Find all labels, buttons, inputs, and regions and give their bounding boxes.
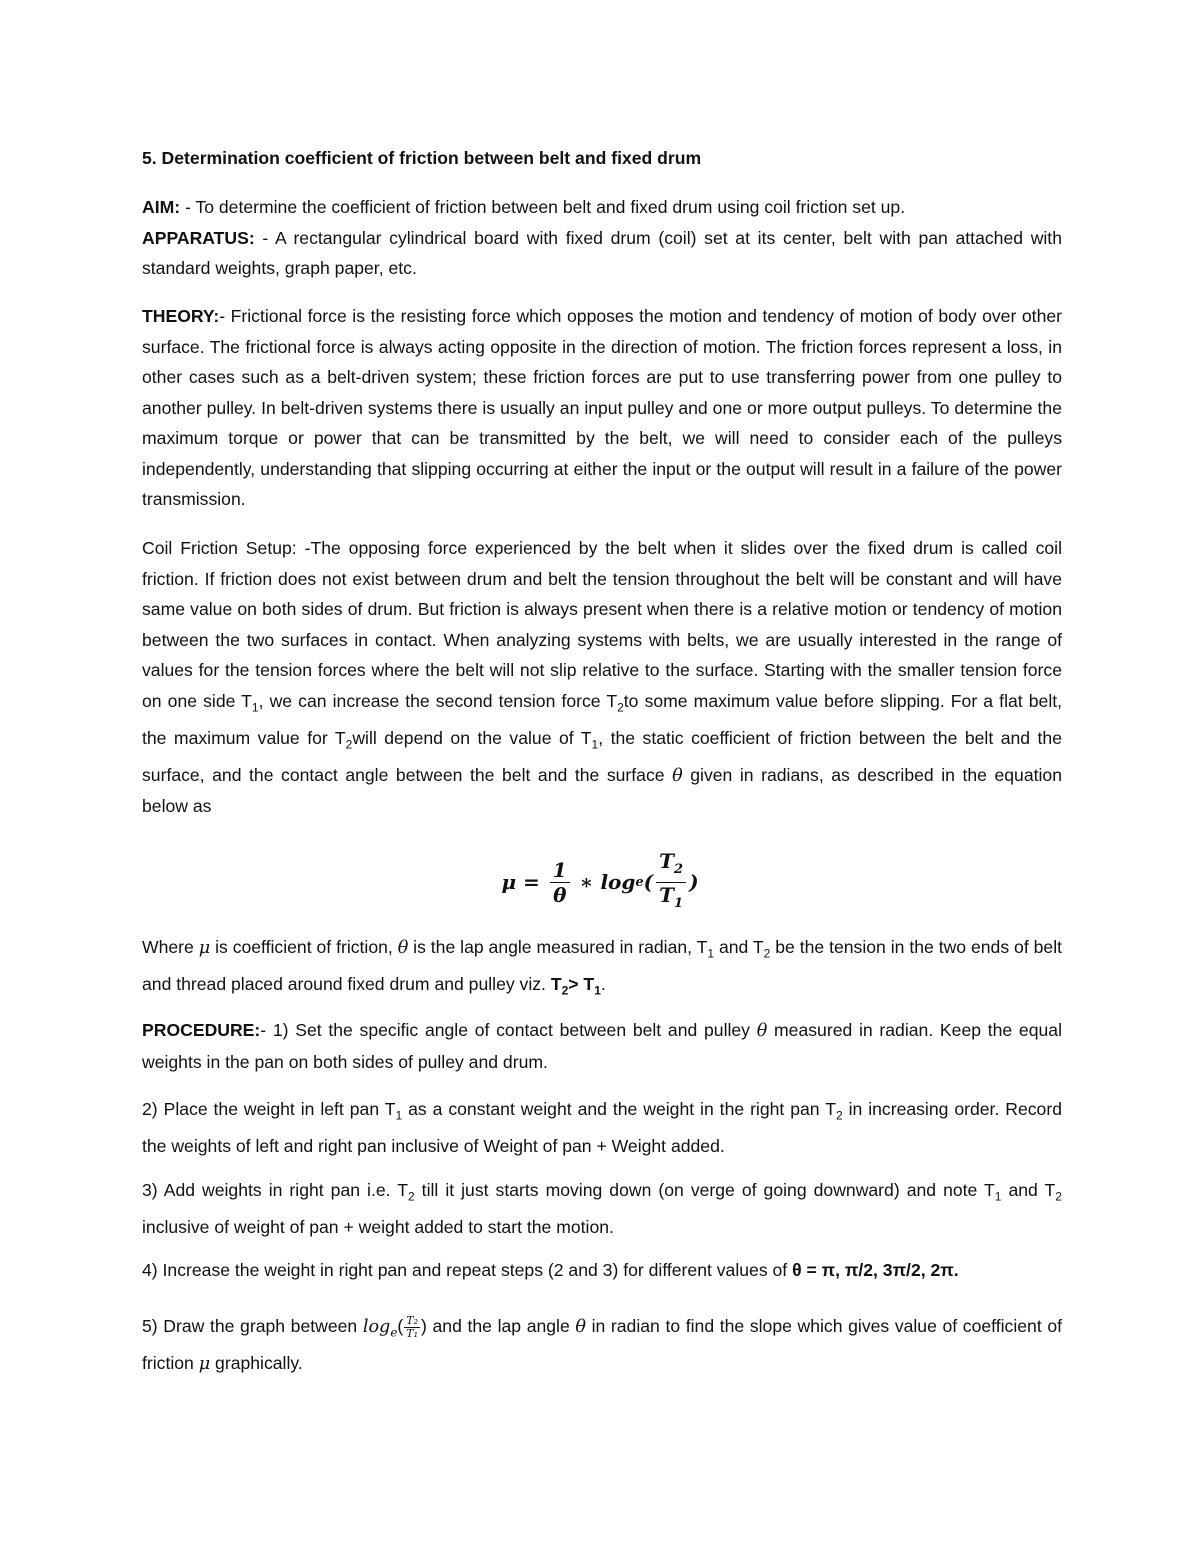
theta-symbol: θ bbox=[397, 938, 409, 958]
where-section bbox=[142, 932, 1062, 1006]
theta-symbol: θ bbox=[575, 1317, 586, 1337]
coil-text-4: will depend on the value of T bbox=[352, 727, 592, 748]
aim-apparatus-section bbox=[142, 192, 1062, 284]
fraction-numerator bbox=[656, 849, 686, 883]
fraction-denominator bbox=[656, 883, 686, 916]
procedure-label: PROCEDURE: bbox=[142, 1020, 261, 1040]
step-text: in increasing order. Record the weights of left and right pan inclusive of Weight of pan + Weight added. bbox=[142, 1099, 1062, 1157]
t2-symbol: T bbox=[659, 848, 675, 873]
open-paren: ( bbox=[397, 1316, 404, 1336]
aim-text: - To determine the coefficient of friction between belt and fixed drum using coil friction set up. bbox=[180, 197, 906, 217]
apparatus-label: APPARATUS: bbox=[142, 227, 255, 248]
step-text: as a constant weight and the weight in the right pan T bbox=[402, 1099, 836, 1119]
step-text: inclusive of weight of pan + weight added to start the motion. bbox=[142, 1217, 614, 1238]
step-text: measured in radian. Keep the equal weights in the pan on both sides of pulley and drum. bbox=[142, 1020, 1062, 1072]
procedure-step-3-paragraph bbox=[142, 1175, 1062, 1243]
coil-text-3: to some maximum value before slipping. For a flat belt, the maximum value for T bbox=[142, 690, 1063, 748]
subscript: 1 bbox=[674, 895, 684, 911]
inline-fraction bbox=[404, 1315, 420, 1340]
coil-setup-section bbox=[142, 533, 1062, 822]
procedure-step-2-paragraph bbox=[142, 1094, 1062, 1162]
log-symbol: log bbox=[362, 1317, 391, 1337]
aim-label: AIM: bbox=[142, 197, 181, 217]
where-paragraph bbox=[142, 932, 1062, 1006]
fraction-numerator: 1 bbox=[550, 858, 570, 883]
subscript: 2 bbox=[617, 700, 624, 715]
period: . bbox=[600, 974, 606, 995]
inequality bbox=[550, 974, 601, 998]
step-number: 2) bbox=[142, 1099, 158, 1119]
step-text: Increase the weight in right pan and repeat steps (2 and 3) for different values of bbox=[157, 1260, 793, 1280]
where-text: be the tension in the two ends of belt and thread placed around fixed drum and pulley viz. bbox=[142, 937, 1062, 995]
mu-symbol: μ bbox=[198, 1354, 211, 1375]
subscript: 2 bbox=[1055, 1189, 1062, 1204]
mu-symbol: μ bbox=[501, 870, 517, 894]
close-paren: ) bbox=[421, 1316, 427, 1336]
procedure-step-1 bbox=[142, 1015, 1062, 1077]
subscript: 1 bbox=[707, 946, 715, 961]
t1-symbol: T bbox=[659, 882, 675, 907]
fraction-denominator: T₁ bbox=[406, 1326, 419, 1340]
multiply-sign: ∗ bbox=[572, 870, 601, 894]
subscript: 2 bbox=[561, 983, 569, 998]
subscript: 1 bbox=[395, 1108, 403, 1123]
step-number: 4) bbox=[142, 1260, 158, 1280]
log-base: e bbox=[390, 1325, 398, 1340]
step-text: and T bbox=[1001, 1180, 1056, 1200]
step-text: - 1) Set the specific angle of contact between belt and pulley bbox=[260, 1020, 757, 1040]
procedure-step-3 bbox=[142, 1175, 1062, 1243]
coil-text-1: Coil Friction Setup: -The opposing force experienced by the belt when it slides over the fixed drum is called coil friction. If friction does not exist between drum and belt the tension throughout the belt will be constant and will have same value on both sides of drum. But friction is always present when there is a relative motion or tendency of motion between the two surfaces in contact. When analyzing systems with belts, we are usually interested in the range of values for the tension forces where the belt will not slip relative to the surface. Starting with the smaller tension force on one side T bbox=[142, 538, 1062, 711]
subscript: 2 bbox=[674, 861, 684, 877]
step-number: 3) bbox=[142, 1180, 158, 1200]
fraction-numerator: T₂ bbox=[406, 1313, 419, 1327]
apparatus-paragraph bbox=[142, 223, 1062, 284]
step-text: Add weights in right pan i.e. T bbox=[157, 1180, 408, 1200]
procedure-step-4-paragraph bbox=[142, 1255, 1062, 1286]
open-paren: ( bbox=[643, 870, 654, 894]
step-text: and the lap angle bbox=[426, 1316, 576, 1336]
theory-text: - Frictional force is the resisting force which opposes the motion and tendency of motion of body over other surface. The frictional force is always acting opposite in the direction of motion. The friction forces represent a loss, in other cases such as a belt-driven system; these friction forces are put to use transferring power from one pulley to another pulley. In belt-driven systems there is usually an input pulley and one or more output pulleys. To determine the maximum torque or power that can be transmitted by the belt, we will need to consider each of the pulleys independently, understanding that slipping occurring at either the input or the output will result in a failure of the power transmission. bbox=[142, 306, 1062, 509]
step-text: graphically. bbox=[210, 1353, 303, 1374]
subscript: 2 bbox=[407, 1189, 415, 1204]
apparatus-text: - A rectangular cylindrical board with fixed drum (coil) set at its center, belt with pan attached with standard weights, graph paper, etc. bbox=[142, 227, 1062, 278]
page-title: 5. Determination coefficient of friction between belt and fixed drum bbox=[142, 148, 702, 168]
where-text: and T bbox=[714, 937, 764, 957]
procedure-step-5-paragraph bbox=[142, 1311, 1062, 1380]
step-text: till it just starts moving down (on verge of going downward) and note T bbox=[414, 1180, 995, 1200]
t2-symbol: T bbox=[550, 974, 562, 995]
subscript: 2 bbox=[835, 1108, 843, 1123]
step-text: in radian to find the slope which gives value of coefficient of friction bbox=[142, 1316, 1063, 1374]
coil-text-2: , we can increase the second tension force T bbox=[258, 690, 618, 711]
step-text: Place the weight in left pan T bbox=[157, 1099, 396, 1119]
subscript: 1 bbox=[591, 737, 599, 752]
fraction-denominator: θ bbox=[553, 882, 567, 907]
fraction-one-over-theta bbox=[550, 858, 570, 907]
theta-symbol: θ bbox=[756, 1021, 768, 1041]
where-text: is the lap angle measured in radian, T bbox=[408, 937, 708, 957]
friction-equation bbox=[0, 848, 1200, 912]
aim-paragraph bbox=[142, 192, 1062, 223]
theory-paragraph bbox=[142, 301, 1062, 515]
step-text: Draw the graph between bbox=[157, 1316, 363, 1336]
subscript: 1 bbox=[594, 983, 601, 998]
where-text: Where bbox=[142, 937, 199, 957]
coil-text-6: given in radians, as described in the equation below as bbox=[142, 764, 1062, 817]
subscript: 2 bbox=[763, 946, 771, 961]
equals-sign: = bbox=[516, 870, 547, 894]
greater-than-t1: > T bbox=[568, 974, 595, 995]
procedure-step-4 bbox=[142, 1255, 1062, 1286]
theta-symbol: θ bbox=[672, 765, 683, 786]
subscript: 1 bbox=[251, 700, 259, 715]
theta-values: θ = π, π/2, 3π/2, 2π. bbox=[792, 1260, 959, 1280]
coil-text-5: , the static coefficient of friction between the belt and the surface, and the contact angle between the belt and the surface bbox=[142, 727, 1062, 785]
where-text: is coefficient of friction, bbox=[210, 937, 398, 957]
theory-section bbox=[142, 301, 1062, 515]
subscript: 2 bbox=[345, 737, 353, 752]
procedure-step-2 bbox=[142, 1094, 1062, 1162]
subscript: 1 bbox=[994, 1189, 1002, 1204]
log-base: e bbox=[635, 874, 644, 890]
procedure-step-1-paragraph bbox=[142, 1015, 1062, 1077]
log-symbol: log bbox=[600, 870, 636, 894]
theory-label: THEORY: bbox=[142, 306, 220, 326]
coil-setup-paragraph bbox=[142, 533, 1062, 822]
step-number: 5) bbox=[142, 1316, 158, 1336]
close-paren: ) bbox=[689, 870, 699, 894]
procedure-step-5 bbox=[142, 1311, 1062, 1380]
fraction-t2-over-t1 bbox=[656, 849, 686, 916]
mu-symbol: μ bbox=[198, 938, 211, 958]
